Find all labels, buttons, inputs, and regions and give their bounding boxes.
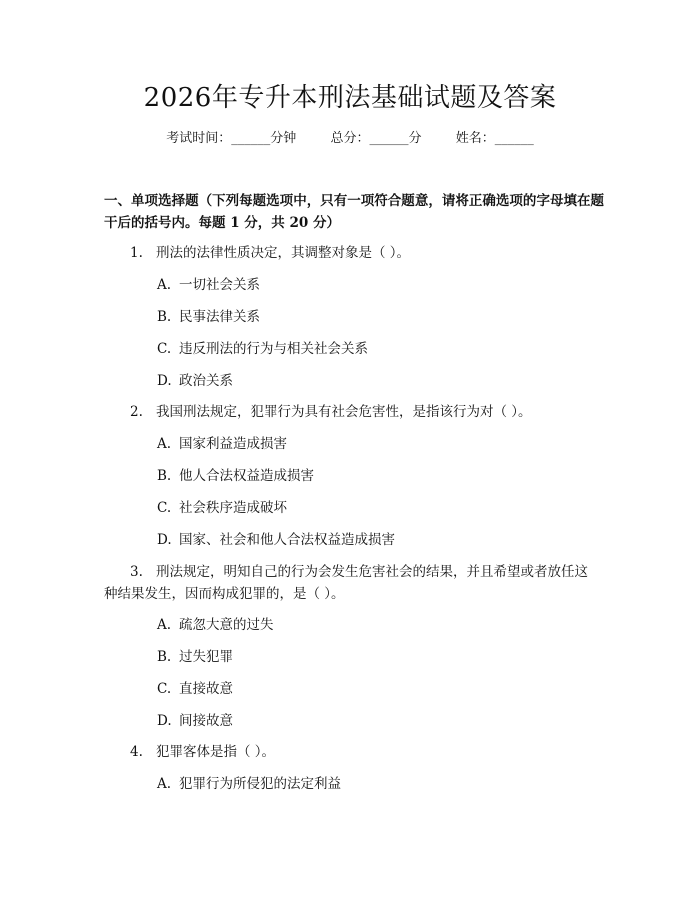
option-item xyxy=(157,614,597,636)
option-label: D. xyxy=(157,373,172,389)
option-text: 犯罪行为所侵犯的法定利益 xyxy=(179,776,341,792)
option-label: A. xyxy=(157,436,172,452)
option-label: A. xyxy=(157,277,172,293)
exam-score-field: 总分：______分 xyxy=(330,131,422,146)
option-item xyxy=(157,646,597,668)
option-label: C. xyxy=(157,500,172,516)
question-text: 犯罪客体是指（ ）。 xyxy=(156,744,276,760)
option-label: D. xyxy=(157,532,172,548)
option-text: 一切社会关系 xyxy=(179,277,260,293)
option-item xyxy=(157,433,597,455)
option-item xyxy=(157,678,597,700)
option-item xyxy=(157,306,597,328)
document-title: 2026年专升本刑法基础试题及答案 xyxy=(143,83,557,113)
option-item xyxy=(157,370,597,392)
option-text: 政治关系 xyxy=(179,373,233,389)
option-item xyxy=(157,710,597,732)
question-text: 我国刑法规定，犯罪行为具有社会危害性，是指该行为对（ ）。 xyxy=(156,404,532,420)
exam-name-field: 姓名：______ xyxy=(455,131,534,146)
option-label: C. xyxy=(157,341,172,357)
option-text: 国家利益造成损害 xyxy=(179,436,287,452)
question-number: 1. xyxy=(130,245,143,261)
option-text: 间接故意 xyxy=(179,713,233,729)
option-item xyxy=(157,274,597,296)
question-item xyxy=(104,242,600,264)
option-label: C. xyxy=(157,681,172,697)
question-item xyxy=(104,561,600,605)
option-text: 疏忽大意的过失 xyxy=(179,617,274,633)
option-text: 他人合法权益造成损害 xyxy=(179,468,314,484)
option-text: 社会秩序造成破坏 xyxy=(179,500,287,516)
question-number: 3. xyxy=(130,564,143,580)
option-text: 国家、社会和他人合法权益造成损害 xyxy=(179,532,395,548)
option-text: 违反刑法的行为与相关社会关系 xyxy=(179,341,368,357)
option-label: A. xyxy=(157,776,172,792)
question-number: 4. xyxy=(130,744,143,760)
section-heading-single-choice: 一、单项选择题（下列每题选项中，只有一项符合题意，请将正确选项的字母填在题干后的括号内。每题 1 分，共 20 分） xyxy=(104,193,604,231)
question-text: 刑法规定，明知自己的行为会发生危害社会的结果，并且希望或者放任这种结果发生，因而构成犯罪的，是（ ）。 xyxy=(104,564,588,602)
question-item xyxy=(104,401,600,423)
option-item xyxy=(157,773,597,795)
option-label: B. xyxy=(157,309,172,325)
option-label: B. xyxy=(157,468,172,484)
option-text: 过失犯罪 xyxy=(179,649,233,665)
option-label: D. xyxy=(157,713,172,729)
exam-time-field: 考试时间：______分钟 xyxy=(166,131,297,146)
option-item xyxy=(157,529,597,551)
option-item xyxy=(157,465,597,487)
option-label: B. xyxy=(157,649,172,665)
option-item xyxy=(157,338,597,360)
option-text: 直接故意 xyxy=(179,681,233,697)
question-item xyxy=(104,741,600,763)
exam-meta-line xyxy=(0,128,700,150)
option-item xyxy=(157,497,597,519)
question-number: 2. xyxy=(130,404,143,420)
option-text: 民事法律关系 xyxy=(179,309,260,325)
question-text: 刑法的法律性质决定，其调整对象是（ ）。 xyxy=(156,245,411,261)
option-label: A. xyxy=(157,617,172,633)
